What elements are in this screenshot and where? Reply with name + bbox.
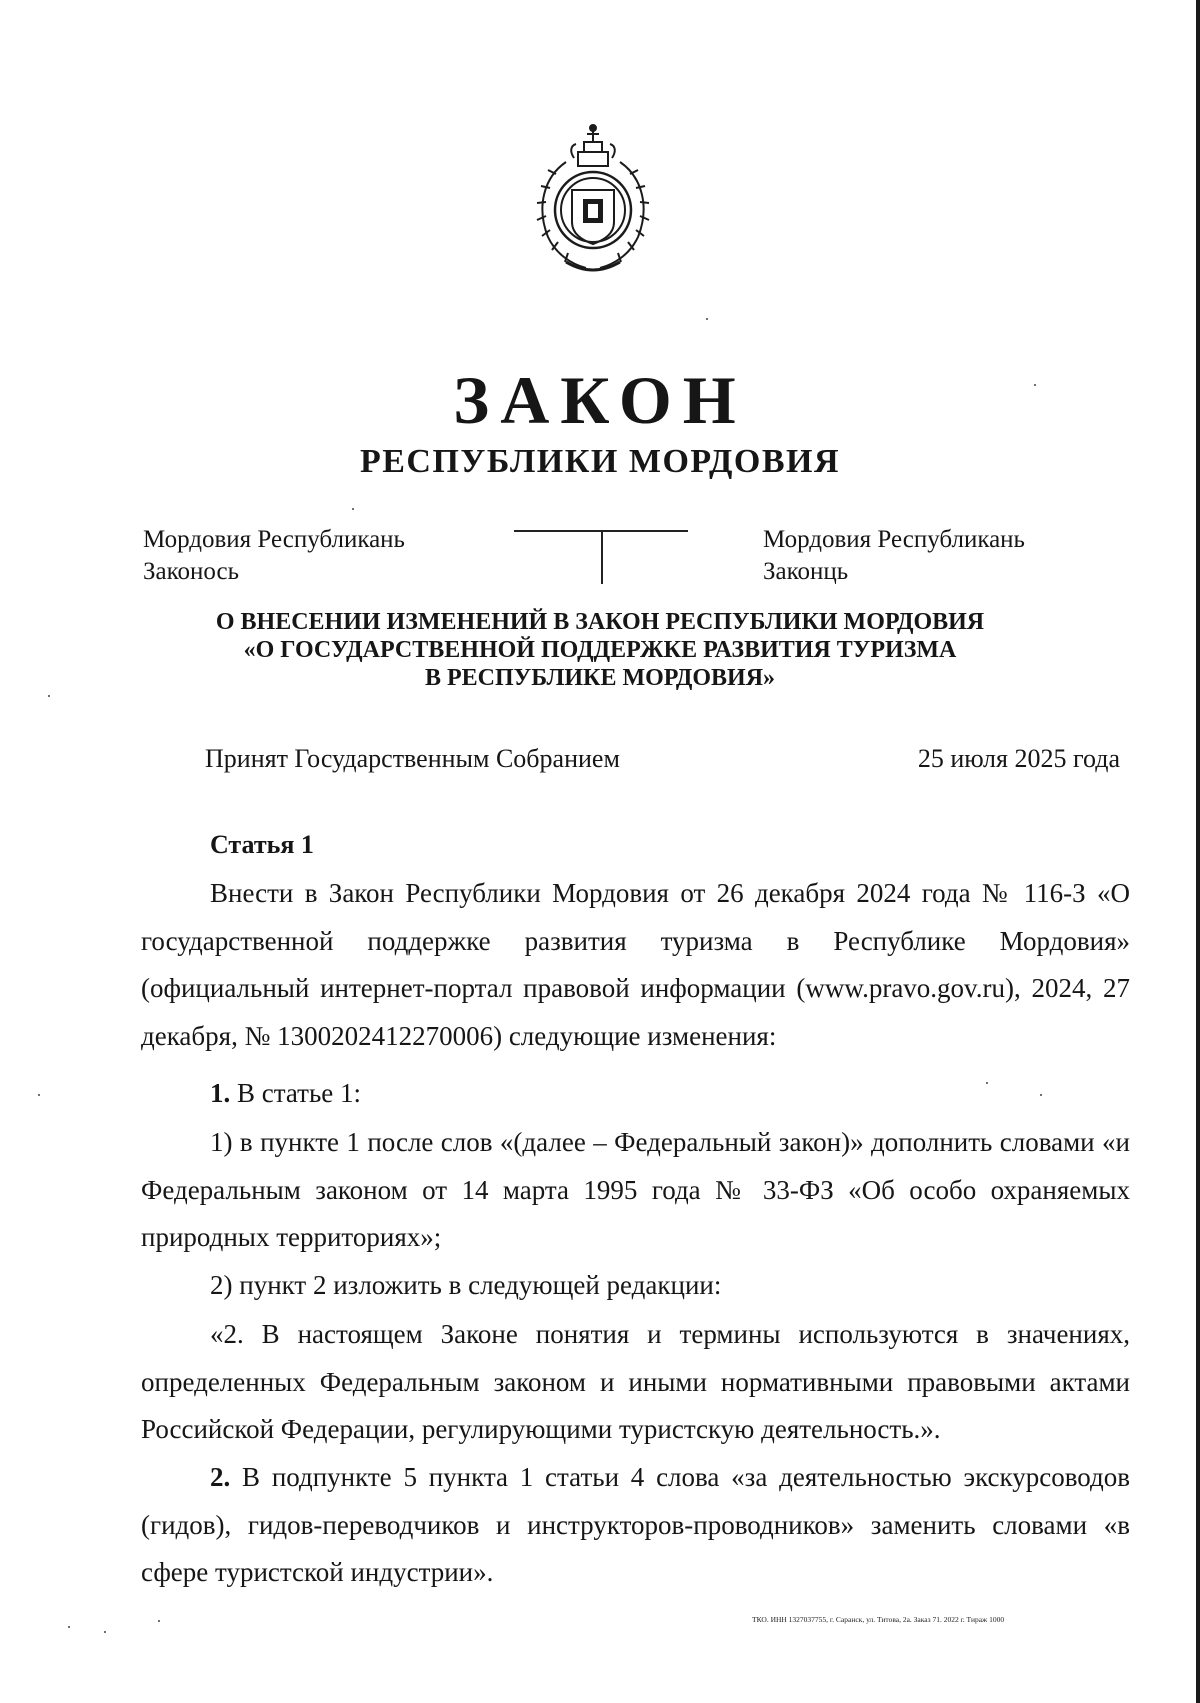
- scan-speck: [38, 1094, 40, 1096]
- moksha-label-line2: Законось: [143, 558, 239, 585]
- item-1-text: В статье 1:: [230, 1078, 362, 1108]
- scan-speck: [1034, 384, 1036, 386]
- moksha-label: [143, 524, 405, 588]
- adopted-by: Принят Государственным Собранием: [205, 744, 620, 773]
- law-name-line1: О ВНЕСЕНИИ ИЗМЕНЕНИЙ В ЗАКОН РЕСПУБЛИКИ МОРДОВИЯ: [215, 609, 985, 635]
- scan-speck: [706, 318, 708, 320]
- scan-speck: [1040, 1094, 1042, 1096]
- item-2-number: 2.: [210, 1462, 231, 1492]
- erzya-label-line2: Законць: [763, 558, 849, 585]
- scan-speck: [68, 1626, 70, 1628]
- erzya-label-line1: Мордовия Республикань: [763, 526, 1025, 553]
- adoption-date: 25 июля 2025 года: [917, 744, 1120, 773]
- print-info: ТКО. ИНН 1327037755, г. Саранск, ул. Титова, 2а. Заказ 71. 2022 г. Тираж 1000: [752, 1615, 1005, 1624]
- scan-speck: [352, 508, 354, 510]
- law-name-line3: В РЕСПУБЛИКЕ МОРДОВИЯ»: [424, 665, 776, 691]
- item-1-number: 1.: [210, 1078, 231, 1108]
- law-name: [0, 608, 1200, 692]
- item-2-text: В подпункте 5 пункта 1 статьи 4 слова «за деятельностью экскурсоводов (гидов), гидов-переводчиков и инструкторов-проводников» заменить словами «в сфере туристской индустрии».: [141, 1462, 1130, 1587]
- article-title: Статья 1: [210, 830, 314, 859]
- document-title: ЗАКОН: [453, 362, 747, 438]
- subitem-1: 1) в пункте 1 после слов «(далее – Федеральный закон)» дополнить словами «и Федеральным законом от 14 марта 1995 года № 33-ФЗ «Об особо охраняемых природных территориях»;: [141, 1127, 1130, 1252]
- scan-edge: [1196, 0, 1200, 1703]
- mordovia-coat-of-arms-icon: [526, 122, 660, 280]
- scan-speck: [104, 1631, 106, 1633]
- item-2: [141, 1454, 1130, 1597]
- erzya-label: [763, 524, 1025, 588]
- scan-speck: [48, 695, 50, 697]
- quoted-paragraph: «2. В настоящем Законе понятия и термины используются в значениях, определенных Федеральным законом и иными нормативными правовыми актами Российской Федерации, регулирующими туристскую деятельность.».: [141, 1319, 1130, 1444]
- scan-speck: [986, 1082, 988, 1084]
- header-divider-vertical: [601, 532, 603, 584]
- document-subtitle: РЕСПУБЛИКИ МОРДОВИЯ: [359, 443, 841, 480]
- scan-speck: [158, 1620, 160, 1622]
- item-1: [141, 1070, 1130, 1118]
- article-intro: Внести в Закон Республики Мордовия от 26 декабря 2024 года № 116-З «О государственной поддержке развития туризма в Республике Мордовия» (официальный интернет-портал правовой информации (www.pravo.gov.ru), 2024, 27 декабря, № 1300202412270006) следующие изменения:: [141, 878, 1130, 1051]
- subitem-2: 2) пункт 2 изложить в следующей редакции:: [210, 1270, 722, 1300]
- law-name-line2: «О ГОСУДАРСТВЕННОЙ ПОДДЕРЖКЕ РАЗВИТИЯ ТУРИЗМА: [243, 637, 957, 663]
- moksha-label-line1: Мордовия Республикань: [143, 526, 405, 553]
